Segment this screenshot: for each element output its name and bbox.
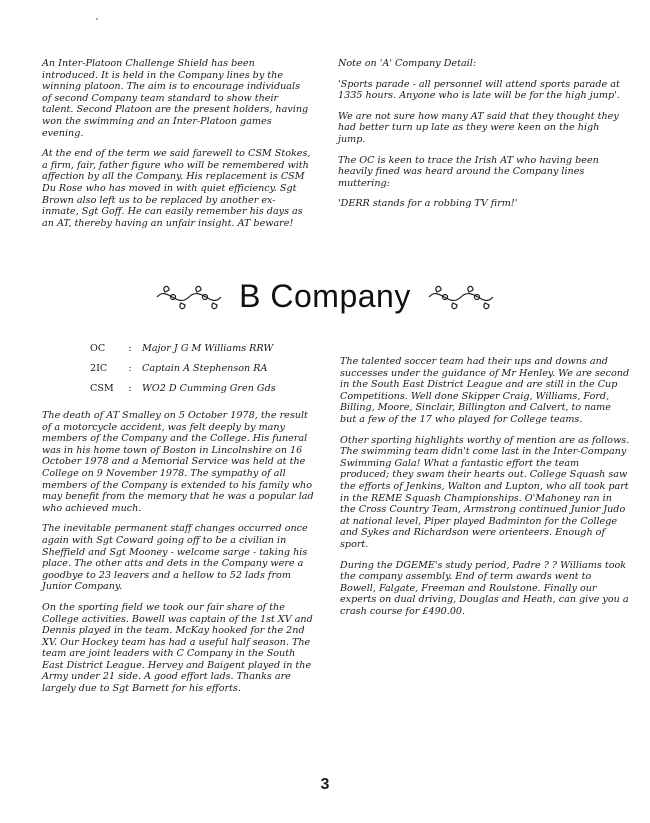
officer-row — [90, 338, 276, 358]
paragraph: At the end of the term we said farewell to CSM Stokes, a firm, fair, father figure who will be remembered with affection by all the Company. His replacement is CSM Du Rose who has moved in with quiet efficiency. Sgt Brown also left us to be replaced by another ex-inmate, Sgt Goff. He can easily remember his days as an AT, thereby having an unfair insight. AT beware! — [42, 148, 311, 229]
officer-name: Major J G M Williams RRW — [142, 342, 274, 354]
paragraph: Note on 'A' Company Detail: — [338, 58, 477, 69]
officer-colon: : — [128, 362, 132, 374]
officer-name: WO2 D Cumming Gren Gds — [142, 382, 276, 394]
right-top-column — [338, 58, 628, 219]
officer-row — [90, 378, 276, 398]
speck — [96, 18, 98, 20]
paragraph: The inevitable permanent staff changes occurred once again with Sgt Coward going off to be a civilian in Sheffield and Sgt Mooney - welcome sarge - taking his place. The other atts and dets in the Company were a goodbye to 23 leavers and a hellow to 52 lads from Junior Company. — [42, 523, 308, 593]
officer-name: Captain A Stephenson RA — [142, 362, 268, 374]
paragraph: Other sporting highlights worthy of mention are as follows. The swimming team didn't come last in the Inter-Company Swimming Gala! What a fantastic effort the team produced; they swam their hearts out. College Squash saw the efforts of Jenkins, Walton and Lupton, who all took part in the REME Squash Championships. O'Mahoney ran in the Cross Country Team, Armstrong continued Junior Judo at national level, Piper played Badminton for the College and Sykes and Richardson were orienteers. Enough of sport. — [340, 434, 630, 550]
paragraph: The death of AT Smalley on 5 October 1978, the result of a motorcycle accident, was felt deeply by many members of the Company and the College. His funeral was in his home town of Boston in Lincolnshire on 16 October 1978 and a Memorial Service was held at the College on 9 November 1978. The sympathy of all members of the Company is extended to his family who may benefit from the memory that he was a popular lad who achieved much. — [42, 410, 314, 514]
paragraph: An Inter-Platoon Challenge Shield has been introduced. It is held in the Company lines by the winning platoon. The aim is to encourage individuals of second Company team standard to show their talent. Second Platoon are the present holders, having won the swimming and an Inter-Platoon games evening. — [42, 58, 309, 139]
officer-role: 2IC — [90, 362, 108, 374]
officer-colon: : — [128, 342, 132, 354]
right-bottom-column — [340, 356, 630, 626]
officer-colon: : — [128, 382, 132, 394]
paragraph: The OC is keen to trace the Irish AT who having been heavily fined was heard around the Company lines muttering: — [338, 154, 599, 189]
paragraph: 'Sports parade - all personnel will attend sports parade at 1335 hours. Anyone who is late will be for the high jump'. — [338, 78, 620, 102]
paragraph: During the DGEME's study period, Padre ? ? Williams took the company assembly. End of term awards went to Bowell, Falgate, Freeman and Roulstone. Finally our experts on dual driving, Douglas and Heath, can give you a crash course for £490.00. — [340, 559, 629, 617]
floral-ornament-right-icon — [425, 282, 497, 312]
officers-list — [90, 338, 276, 398]
paragraph: 'DERR stands for a robbing TV firm!' — [338, 198, 518, 210]
officer-row — [90, 358, 276, 378]
page-title: B Company — [239, 278, 411, 314]
officer-role: CSM — [90, 382, 114, 394]
left-bottom-column — [42, 410, 317, 704]
floral-ornament-left-icon — [153, 282, 225, 312]
section-heading — [0, 278, 650, 315]
paragraph: On the sporting field we took our fair share of the College activities. Bowell was captain of the 1st XV and Dennis played in the team. McKay hooked for the 2nd XV. Our Hockey team has had a useful half season. The team are joint leaders with C Company in the South East District League. Hervey and Baigent played in the Army under 21 side. A good effort lads. Thanks are largely due to Sgt Barnett for his efforts. — [42, 601, 313, 695]
officer-role: OC — [90, 342, 106, 354]
page-number: 3 — [320, 776, 330, 793]
paragraph: We are not sure how many AT said that they thought they had better turn up late as they were keen on the high jump. — [338, 110, 619, 145]
paragraph: The talented soccer team had their ups and downs and successes under the guidance of Mr Henley. We are second in the South East District League and are still in the Cup Competitions. Well done Skipper Craig, Williams, Ford, Billing, Moore, Sinclair, Billington and Calvert, to name but a few of the 17 who played for College teams. — [340, 356, 630, 425]
left-top-column — [42, 58, 312, 238]
